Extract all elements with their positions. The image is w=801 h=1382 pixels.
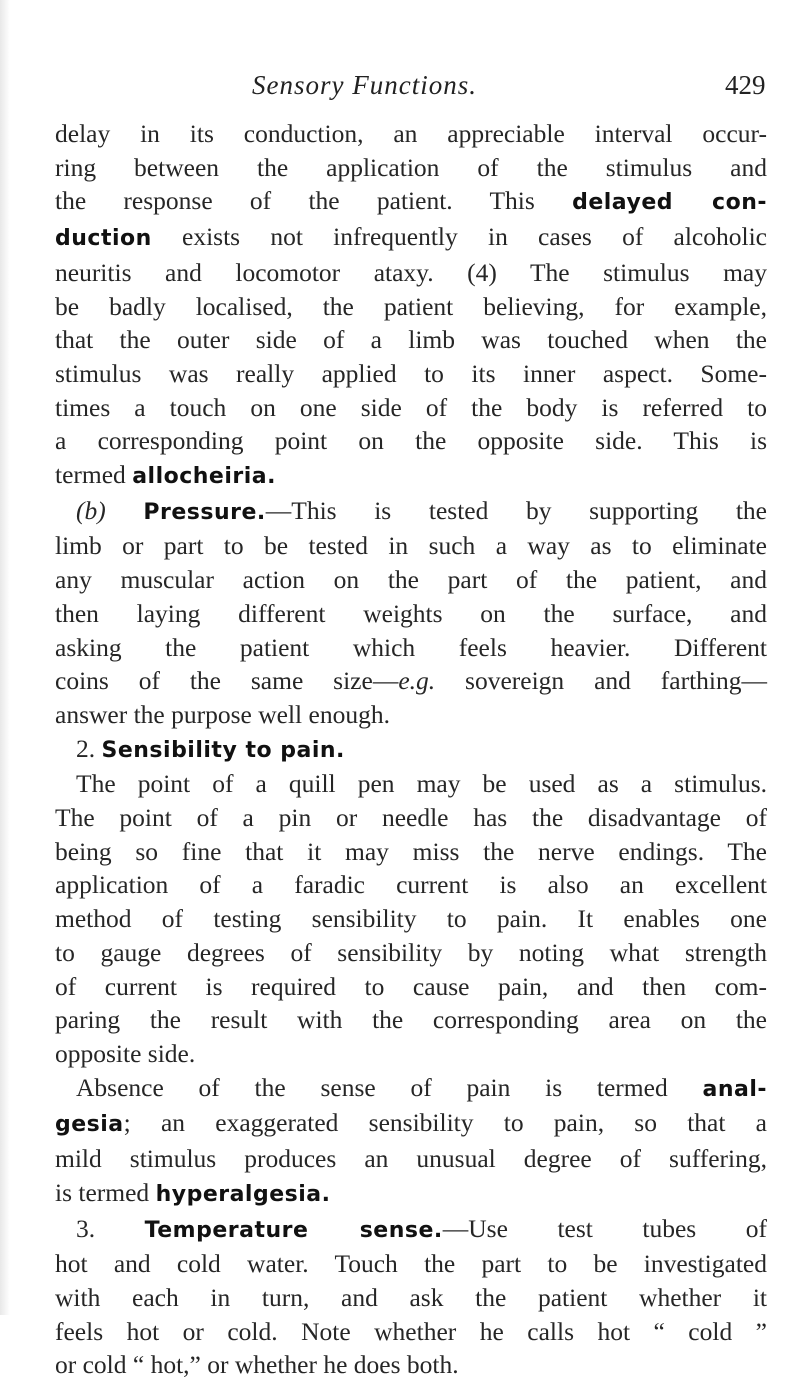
text-line: mild stimulus produces an unusual degree of suffering, <box>55 1144 767 1174</box>
text-line: Absence of the sense of pain is termed anal- <box>76 1072 768 1102</box>
text-line: any muscular action on the part of the patient, and <box>55 565 767 595</box>
text-line: of current is required to cause pain, and then com- <box>55 971 767 1001</box>
text-line: to gauge degrees of sensibility by noting what strength <box>55 937 767 967</box>
text-line: limb or part to be tested in such a way as to eliminate <box>55 531 767 561</box>
text-line: that the outer side of a limb was touched when the <box>55 325 767 355</box>
term-delayed-conduction: delayed con- <box>572 190 767 216</box>
term-allocheiria: allocheiria. <box>132 464 276 490</box>
text-line: The point of a pin or needle has the disadvantage of <box>55 803 767 833</box>
text-line: answer the purpose well enough. <box>55 699 390 729</box>
text-line: gesia; an exaggerated sensibility to pain, so that a <box>55 1108 767 1138</box>
term-pressure: Pressure. <box>143 499 266 525</box>
text-line: being so fine that it may miss the nerve endings. The <box>55 836 767 866</box>
term-temperature-sense: Temperature sense. <box>144 1217 443 1243</box>
text-line: coins of the same size—e.g. sovereign and farthing— <box>55 666 767 696</box>
text-line: then laying different weights on the surface, and <box>55 598 767 628</box>
text-line: asking the patient which feels heavier. Different <box>55 632 767 662</box>
text-line: or cold “ hot,” or whether he does both. <box>55 1350 459 1380</box>
running-head: Sensory Functions. <box>252 70 477 100</box>
text-line: ring between the application of the stimulus and <box>55 152 767 182</box>
section-heading-pressure: (b) Pressure.—This is tested by supporting the <box>76 495 767 525</box>
term-analgesia-cont: gesia <box>55 1112 124 1138</box>
text-line: times a touch on one side of the body is referred to <box>55 392 767 422</box>
text-line: feels hot or cold. Note whether he calls hot “ cold ” <box>55 1316 767 1346</box>
text-line: stimulus was really applied to its inner aspect. Some- <box>55 358 767 388</box>
text-line: neuritis and locomotor ataxy. (4) The stimulus may <box>55 257 767 287</box>
term-analgesia: anal- <box>702 1076 768 1102</box>
term-delayed-conduction-cont: duction <box>55 226 152 252</box>
text-line: delay in its conduction, an appreciable interval occur- <box>55 119 767 148</box>
text-line: the response of the patient. This delayed con- <box>55 186 767 216</box>
text-line: a corresponding point on the opposite side. This is <box>55 426 767 456</box>
text-line: duction exists not infrequently in cases of alcoholic <box>55 222 767 252</box>
term-sensibility-to-pain: Sensibility to pain. <box>101 737 345 763</box>
text-line: opposite side. <box>55 1038 196 1068</box>
text-line: termed allocheiria. <box>55 460 276 490</box>
body-text <box>55 117 767 1382</box>
page-edge-shadow <box>0 0 10 1315</box>
text-line: hot and cold water. Touch the part to be investigated <box>55 1249 767 1279</box>
text-line: application of a faradic current is also an excellent <box>55 870 767 900</box>
section-heading-pain: 2. Sensibility to pain. <box>76 733 345 763</box>
text-line: is termed hyperalgesia. <box>55 1177 331 1207</box>
text-line: be badly localised, the patient believing, for example, <box>55 291 767 321</box>
page-number: 429 <box>725 70 766 100</box>
text-line: method of testing sensibility to pain. It enables one <box>55 904 767 934</box>
text-line: The point of a quill pen may be used as a stimulus. <box>76 769 767 799</box>
term-hyperalgesia: hyperalgesia. <box>155 1181 331 1207</box>
text-line: paring the result with the corresponding area on the <box>55 1005 767 1035</box>
text-line: with each in turn, and ask the patient whether it <box>55 1282 767 1312</box>
section-heading-temperature: 3. Temperature sense.—Use test tubes of <box>76 1213 767 1243</box>
